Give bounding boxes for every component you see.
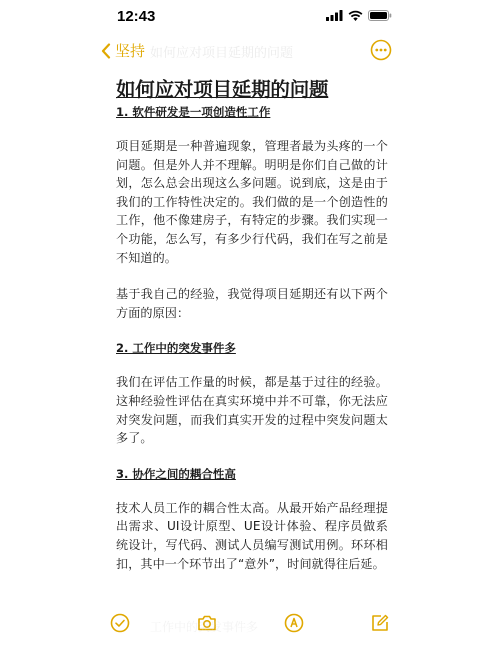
section-heading-3: 3. 协作之间的耦合性高 bbox=[116, 466, 236, 481]
paragraph-3: 我们在评估工作量的时候，都是基于过往的经验。这种经验性评估在真实环境中并不可靠，你无法应对突发问题，而我们真实开发的过程中突发问题太多了。 bbox=[116, 375, 388, 446]
note-body[interactable] bbox=[116, 78, 388, 573]
battery-icon bbox=[368, 10, 392, 21]
section-heading-2: 2. 工作中的突发事件多 bbox=[116, 341, 236, 356]
paragraph-4: 技术人员工作的耦合性太高。从最开始产品经理提出需求、UI设计原型、UE设计体验、程序员做系统设计，写代码、测试人员编写测试用例。环环相扣，其中一个环节出了“意外”，时间就得往后延。 bbox=[116, 500, 388, 571]
wifi-icon bbox=[348, 10, 363, 21]
chevron-left-icon bbox=[101, 43, 111, 59]
status-bar bbox=[0, 0, 500, 36]
checklist-button[interactable] bbox=[109, 612, 131, 634]
status-time: 12:43 bbox=[117, 8, 156, 25]
checklist-icon bbox=[109, 612, 131, 634]
note-title: 如何应对项目延期的问题 bbox=[116, 78, 329, 101]
compose-icon bbox=[369, 612, 391, 634]
faded-footer-text: 工作中的突发事件多 bbox=[150, 620, 259, 634]
nav-bar bbox=[0, 36, 500, 70]
more-button[interactable] bbox=[370, 39, 392, 61]
status-icons bbox=[326, 10, 392, 21]
more-icon bbox=[370, 39, 392, 61]
faded-nav-title: 如何应对项目延期的问题 bbox=[150, 46, 294, 61]
signal-icon bbox=[326, 10, 343, 21]
paragraph-2: 基于我自己的经验，我觉得项目延期还有以下两个方面的原因： bbox=[116, 287, 388, 320]
section-heading-1: 1. 软件研发是一项创造性工作 bbox=[116, 105, 271, 119]
back-label: 坚持 bbox=[115, 42, 146, 60]
back-button[interactable] bbox=[101, 40, 145, 61]
paragraph-1: 项目延期是一种普遍现象，管理者最为头疼的一个问题。但是外人并不理解。明明是你们自己做的计划，怎么总会出现这么多问题。说到底，这是由于我们的工作特性决定的。我们做的是一个创造性的工作，他不像建房子，有特定的步骤。我们实现一个功能，怎么写，有多少行代码，我们在写之前是不知道的。 bbox=[116, 139, 388, 265]
compose-button[interactable] bbox=[369, 612, 391, 634]
